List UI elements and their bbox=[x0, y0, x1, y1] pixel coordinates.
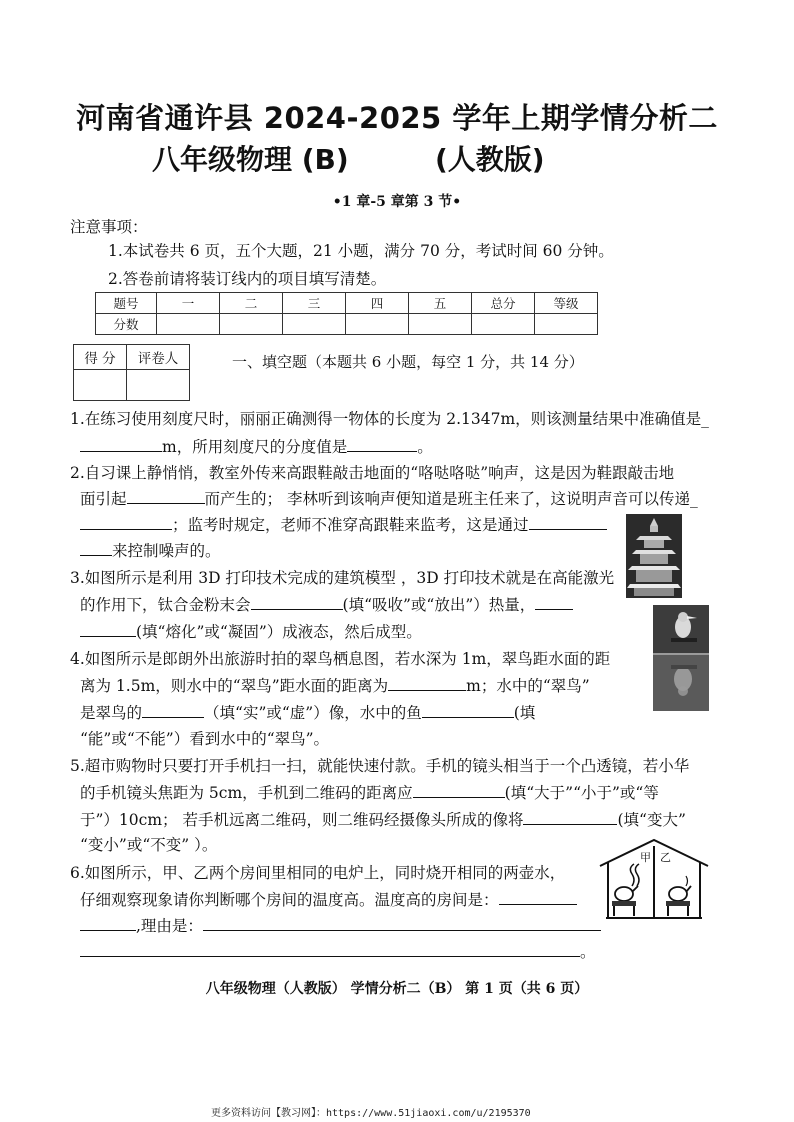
q4-line-4: “能”或“不能”）看到水中的“翠鸟”。 bbox=[80, 730, 330, 748]
q2-blank-1[interactable] bbox=[127, 489, 205, 504]
q3-line-1: 3.如图所示是利用 3D 打印技术完成的建筑模型 ，3D 打印技术就是在高能激光 bbox=[70, 569, 615, 587]
q5-text-c: 于”）10cm； 若手机远离二维码，则二维码经摄像头所成的像将 bbox=[80, 811, 524, 829]
q6-line-2 bbox=[80, 890, 577, 909]
q5-line-3 bbox=[80, 810, 686, 829]
q1-text: m，所用刻度尺的分度值是 bbox=[162, 438, 348, 456]
kingfisher-reflection-figure bbox=[653, 605, 709, 711]
q4-line-1: 4.如图所示是郎朗外出旅游时拍的翠鸟栖息图，若水深为 1m，翠鸟距水面的距 bbox=[70, 650, 611, 668]
q2-line-3 bbox=[80, 515, 607, 534]
score-cell[interactable] bbox=[409, 314, 472, 335]
q6-text-b: ,理由是： bbox=[136, 917, 203, 935]
page-footer: 八年级物理（人教版） 学情分析二（B） 第 1 页（共 6 页） bbox=[205, 981, 589, 997]
q2-text-c: ；监考时规定，老师不准穿高跟鞋来监考，这是通过 bbox=[172, 516, 529, 534]
q1-end: 。 bbox=[417, 438, 433, 456]
notice-heading: 注意事项： bbox=[70, 218, 148, 236]
q6-blank-1[interactable] bbox=[499, 890, 577, 905]
q2-line-1: 2.自习课上静悄悄，教室外传来高跟鞋敲击地面的“咯哒咯哒”响声，这是因为鞋跟敲击地 bbox=[70, 464, 675, 482]
score-cell[interactable] bbox=[220, 314, 283, 335]
section-1-title: 一、填空题（本题共 6 小题，每空 1 分，共 14 分） bbox=[232, 353, 584, 371]
grader-score-cell[interactable] bbox=[74, 370, 127, 401]
q4-line-2 bbox=[80, 676, 590, 695]
q5-line-4: “变小”或“不变” ）。 bbox=[80, 836, 218, 854]
q6-end: 。 bbox=[580, 943, 596, 961]
q3-line-3 bbox=[80, 622, 422, 641]
q2-text-a: 面引起 bbox=[80, 490, 127, 508]
q6-line-4 bbox=[80, 942, 596, 961]
score-header-cell: 等级 bbox=[535, 293, 598, 314]
q3-line-2 bbox=[80, 595, 573, 614]
q4-text-e: (填 bbox=[513, 704, 536, 722]
two-rooms-kettle-figure bbox=[596, 836, 712, 920]
3d-printed-building-figure bbox=[626, 514, 682, 598]
exam-subtitle: 八年级物理 (B) bbox=[152, 143, 349, 176]
q6-line-3 bbox=[80, 916, 601, 935]
q2-line-4 bbox=[80, 541, 221, 560]
q3-text-c: (填“熔化”或“凝固”）成液态，然后成型。 bbox=[136, 623, 422, 641]
score-cell[interactable] bbox=[283, 314, 346, 335]
q5-blank-1[interactable] bbox=[413, 783, 505, 798]
grader-name-cell[interactable] bbox=[127, 370, 190, 401]
q5-line-2 bbox=[80, 783, 659, 802]
q1-line-2 bbox=[80, 437, 433, 456]
q2-text-d: 来控制噪声的。 bbox=[112, 542, 221, 560]
score-header-cell: 四 bbox=[346, 293, 409, 314]
q5-text-d: (填“变大” bbox=[617, 811, 686, 829]
score-cell[interactable] bbox=[346, 314, 409, 335]
q2-blank-2[interactable] bbox=[80, 515, 172, 530]
q4-text-c: 是翠鸟的 bbox=[80, 704, 143, 722]
source-link[interactable]: 更多资料访问【教习网】：https://www.51jiaoxi.com/u/2195370 bbox=[211, 1108, 531, 1119]
score-header-cell: 三 bbox=[283, 293, 346, 314]
q2-text-b: 而产生的； 李林听到该响声便知道是班主任来了，这说明声音可以传递_ bbox=[204, 490, 698, 508]
score-header-cell: 总分 bbox=[472, 293, 535, 314]
q3-text-b: (填“吸收”或“放出”）热量， bbox=[342, 596, 536, 614]
q3-blank-2[interactable] bbox=[535, 595, 573, 610]
q1-blank-1[interactable] bbox=[80, 437, 162, 452]
score-cell[interactable] bbox=[535, 314, 598, 335]
q4-blank-2[interactable] bbox=[142, 703, 204, 718]
q2-blank-3b[interactable] bbox=[80, 541, 112, 556]
q2-blank-3[interactable] bbox=[529, 515, 607, 530]
q1-line-1: 1.在练习使用刻度尺时，丽丽正确测得一物体的长度为 2.1347m，则该测量结果中准确值是_ bbox=[70, 410, 709, 428]
q3-blank-1[interactable] bbox=[251, 595, 343, 610]
q4-blank-1[interactable] bbox=[388, 676, 466, 691]
score-cell[interactable] bbox=[157, 314, 220, 335]
q1-blank-2[interactable] bbox=[347, 437, 417, 452]
notice-item-2: 2.答卷前请将装订线内的项目填写清楚。 bbox=[108, 270, 387, 288]
q5-text-a: 的手机镜头焦距为 5cm，手机到二维码的距离应 bbox=[80, 784, 413, 802]
score-table-score-row bbox=[96, 314, 598, 335]
q5-blank-2[interactable] bbox=[523, 810, 617, 825]
exam-title: 河南省通许县 2024-2025 学年上期学情分析二 bbox=[76, 101, 718, 135]
q4-text-d: （填“实”或“虚”）像，水中的鱼 bbox=[204, 704, 422, 722]
q6-text-a: 仔细观察现象请你判断哪个房间的温度高。温度高的房间是： bbox=[80, 891, 499, 909]
q3-blank-2b[interactable] bbox=[80, 622, 136, 637]
notice-item-1: 1.本试卷共 6 页，五个大题，21 小题，满分 70 分，考试时间 60 分钟。 bbox=[108, 242, 614, 260]
score-header-cell: 题号 bbox=[96, 293, 157, 314]
q6-line-1: 6.如图所示，甲、乙两个房间里相同的电炉上，同时烧开相同的两壶水， bbox=[70, 864, 566, 882]
room-b-label: 乙 bbox=[660, 851, 671, 864]
q3-text-a: 的作用下，钛合金粉末会 bbox=[80, 596, 251, 614]
score-row-label: 分数 bbox=[96, 314, 157, 335]
q4-text-b: m；水中的“翠鸟” bbox=[466, 677, 590, 695]
q4-line-3 bbox=[80, 703, 535, 722]
q6-blank-1b[interactable] bbox=[80, 916, 136, 931]
q4-text-a: 离为 1.5m，则水中的“翠鸟”距水面的距离为 bbox=[80, 677, 389, 695]
q5-line-1: 5.超市购物时只要打开手机扫一扫，就能快速付款。手机的镜头相当于一个凸透镜，若小华 bbox=[70, 757, 690, 775]
grader-score-label: 得 分 bbox=[74, 345, 127, 370]
score-cell[interactable] bbox=[472, 314, 535, 335]
q6-reason-blank-2[interactable] bbox=[80, 942, 580, 957]
score-header-cell: 二 bbox=[220, 293, 283, 314]
grader-table bbox=[73, 344, 190, 401]
score-table-header-row bbox=[96, 293, 598, 314]
score-header-cell: 五 bbox=[409, 293, 472, 314]
q5-text-b: (填“大于”“小于”或“等 bbox=[504, 784, 659, 802]
exam-edition: (人教版) bbox=[435, 143, 545, 176]
exam-scope: •1 章-5 章第 3 节• bbox=[332, 194, 462, 210]
q2-line-2 bbox=[80, 489, 698, 508]
room-a-label: 甲 bbox=[640, 851, 651, 864]
q4-blank-3[interactable] bbox=[422, 703, 514, 718]
q6-reason-blank[interactable] bbox=[203, 916, 601, 931]
score-table bbox=[95, 292, 598, 335]
grader-name-label: 评卷人 bbox=[127, 345, 190, 370]
score-header-cell: 一 bbox=[157, 293, 220, 314]
